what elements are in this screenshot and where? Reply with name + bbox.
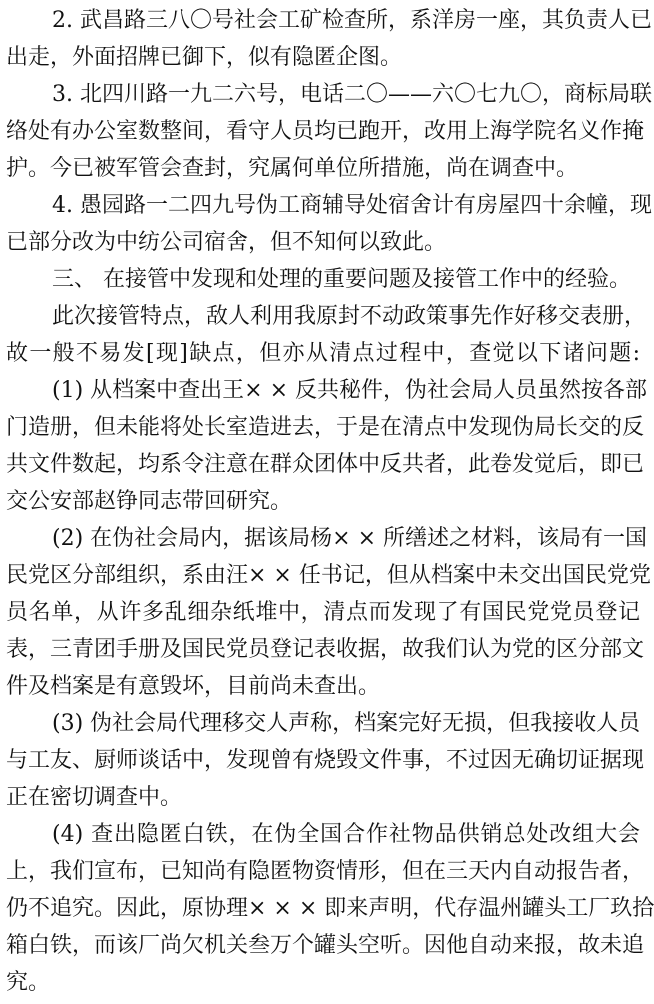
text-line: 箱白铁，而该厂尚欠机关叁万个罐头空听。因他自动来报，故未追 bbox=[6, 933, 645, 958]
text-line: 共文件数起，均系令注意在群众团体中反共者，此卷发觉后，即已 bbox=[6, 452, 645, 477]
text-line: 民党区分部组织，系由汪× × 任书记，但从档案中未交出国民党党 bbox=[6, 563, 651, 588]
text-line: 此次接管特点，敌人利用我原封不动政策事先作好移交表册， bbox=[52, 304, 647, 329]
text-line: (4) 查出隐匿白铁，在伪全国合作社物品供销总处改组大会 bbox=[52, 822, 640, 847]
text-line: 4. 愚园路一二四九号伪工商辅导处宿舍计有房屋四十余幢，现 bbox=[52, 193, 652, 218]
text-line: 故一般不易发[现]缺点，但亦从清点过程中，查觉以下诸问题: bbox=[6, 341, 640, 366]
text-line: 络处有办公室数整间，看守人员均已跑开，改用上海学院名义作掩 bbox=[6, 119, 645, 144]
text-line: 已部分改为中纺公司宿舍，但不知何以致此。 bbox=[6, 230, 447, 255]
section-heading: 三、 在接管中发现和处理的重要问题及接管工作中的经验。 bbox=[52, 267, 631, 292]
text-line: (3) 伪社会局代理移交人声称，档案完好无损，但我接收人员 bbox=[52, 711, 641, 736]
text-line: 表，三青团手册及国民党员登记表收据，故我们认为党的区分部文 bbox=[6, 637, 645, 662]
text-line: 门造册，但未能将处长室造进去，于是在清点中发现伪局长交的反 bbox=[6, 415, 645, 440]
text-line: 交公安部赵铮同志带回研究。 bbox=[6, 489, 293, 514]
text-line: 3. 北四川路一九二六号，电话二〇——六〇七九〇，商标局联 bbox=[52, 82, 652, 107]
text-line: 与工友、厨师谈话中，发现曾有烧毁文件事，不过因无确切证据现 bbox=[6, 748, 645, 773]
text-line: 究。 bbox=[6, 970, 51, 995]
text-line: (2) 在伪社会局内，据该局杨× × 所缮述之材料，该局有一国 bbox=[52, 526, 648, 551]
text-line: 件及档案是有意毁坏，目前尚未查出。 bbox=[6, 674, 381, 699]
text-line: 上，我们宣布，已知尚有隐匿物资情形，但在三天内自动报告者， bbox=[6, 859, 645, 884]
text-line: 仍不追究。因此，原协理× × × 即来声明，代存温州罐头工厂玖拾 bbox=[6, 896, 654, 921]
text-line: 出走，外面招牌已御下，似有隐匿企图。 bbox=[6, 45, 403, 70]
text-line: 护。今已被军管会查封，究属何单位所措施，尚在调查中。 bbox=[6, 156, 579, 181]
text-line: 正在密切调查中。 bbox=[6, 785, 183, 810]
text-line: 员名单，从许多乱细杂纸堆中，清点而发现了有国民党党员登记 bbox=[6, 600, 640, 625]
text-line: 2. 武昌路三八〇号社会工矿检查所，系洋房一座，其负责人已 bbox=[52, 8, 652, 33]
text-line: (1) 从档案中查出王× × 反共秘件，伪社会局人员虽然按各部 bbox=[52, 378, 648, 403]
